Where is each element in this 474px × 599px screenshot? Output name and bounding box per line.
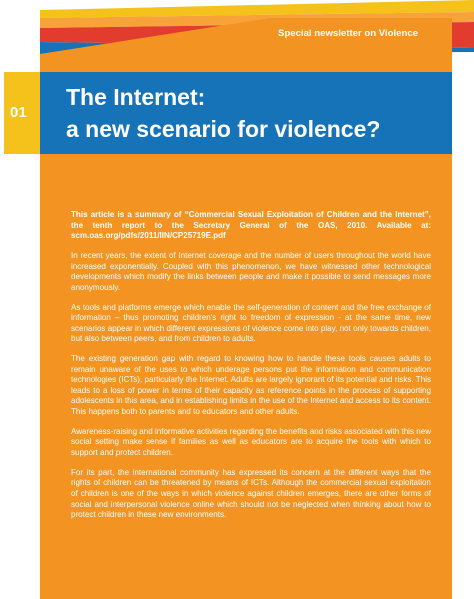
- article-paragraph: Awareness-raising and informative activities regarding the benefits and risks associated with this new social setting make sense if families as well as educators are to acquire the tools with which to support and protect children.: [71, 426, 431, 458]
- title-line-2: a new scenario for violence?: [66, 116, 381, 142]
- title-line-1: The Internet:: [66, 84, 206, 110]
- article-body: [71, 210, 431, 530]
- article-paragraph: In recent years, the extent of Internet coverage and the number of users throughout the world have increased exponentially. Coupled with this phenomenon, we have witnessed other technological developments which modify the links between people and make it possible to send messages more anonymously.: [71, 250, 431, 292]
- article-paragraph: For its part, the international community has expressed its concern at the different ways that the rights of children can be threatened by means of ICTs. Although the commercial sexual exploitation of children is one of the ways in which violence against children emerges, there are other forms of social and interpersonal violence online which should not be neglected when thinking about how to protect children in these new environments.: [71, 467, 431, 520]
- article-paragraph: As tools and platforms emerge which enable the self-generation of content and the free exchange of information – thus promoting children's right to freedom of expression - at the same time, new scenarios appear in which different expressions of violence come into play, not only towards children, but also between peers, and from children to adults.: [71, 302, 431, 344]
- newsletter-tag: Special newsletter on Violence: [278, 28, 419, 39]
- article-lead: This article is a summary of “Commercial Sexual Exploitation of Children and the Internet”, the tenth report to the Secretary General of the OAS, 2010. Available at: scm.oas.org/pdfs/2011/IIN/CP25719E.pdf: [71, 210, 431, 241]
- section-number: 01: [10, 104, 27, 121]
- article-paragraph: The existing generation gap with regard to knowing how to handle these tools causes adults to remain unaware of the uses to which underage persons put the information and communication technologies (ICTs), particularly the Internet. Adults are largely ignorant of its potential and risks. This leads to a loss of power in terms of their capacity as reference points in the process of supporting adolescents in this area, and in establishing limits in the use of the Internet and access to its content. This happens both to parents and to educators and other adults.: [71, 354, 431, 417]
